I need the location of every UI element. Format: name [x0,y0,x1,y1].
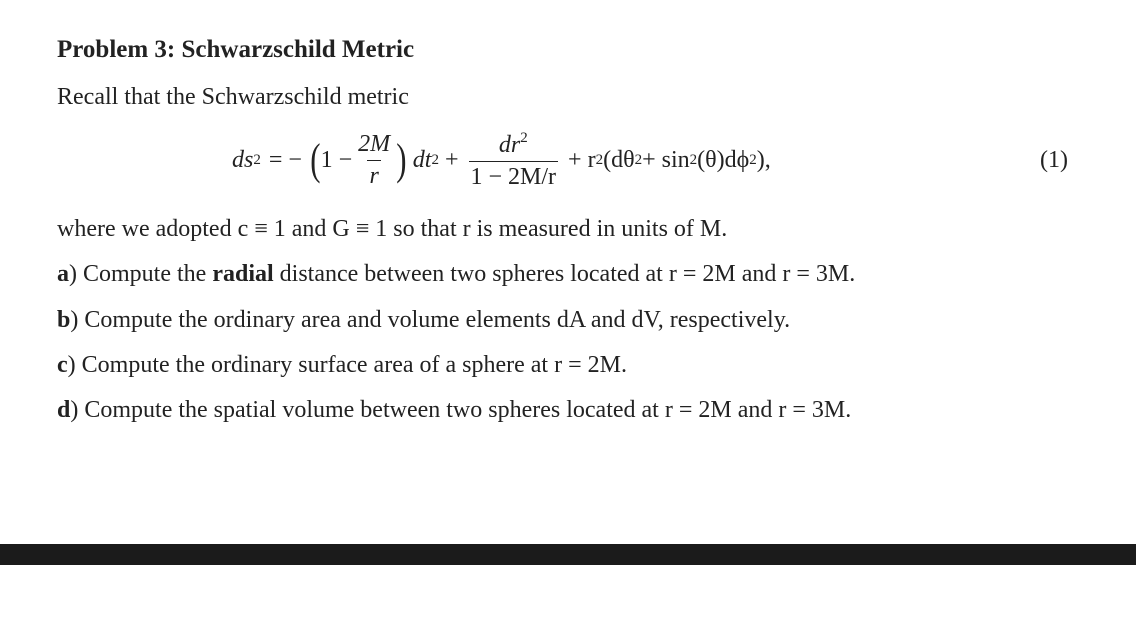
part-c-text: ) Compute the ordinary surface area of a sphere at r = 2M. [67,352,627,378]
eq-dt: dt [412,146,432,173]
frac2-num-exp: 2 [520,129,528,146]
part-a-label: a [57,261,69,287]
eq-tail-a: (dθ [603,146,635,173]
eq-plus: + [444,146,459,173]
eq-tail-c-exp: 2 [749,151,757,168]
frac-2m-over-r [356,131,392,190]
conventions-text: where we adopted c ≡ 1 and G ≡ 1 so that r is measured in units of M. [57,216,728,242]
left-paren: ( [310,135,321,184]
frac1-denominator: r [367,160,380,190]
eq-lhs-exp: 2 [253,151,261,168]
eq-one: 1 − [320,146,353,173]
part-b [57,307,790,334]
eq-dt-exp: 2 [431,151,439,168]
eq-tail-c: (θ)dϕ [697,146,750,173]
part-c-label: c [57,352,68,378]
part-b-text: ) Compute the ordinary area and volume elements dA and dV, respectively. [70,307,791,333]
eq-lhs: ds [232,146,254,173]
bottom-blank-area [0,565,1136,640]
right-paren: ) [396,135,407,184]
part-a-rest: distance between two spheres located at r = 2M and r = 3M. [273,261,856,287]
metric-equation [232,128,771,192]
eq-tail-b: + sin [642,146,690,173]
part-b-label: b [57,307,71,333]
frac1-numerator: 2M [358,130,391,157]
eq-sign: = − [268,146,302,173]
problem-title: Problem 3: Schwarzschild Metric [57,36,415,63]
part-d [57,397,851,424]
frac2-num-text: dr [498,131,521,158]
eq-tail: + r [568,146,596,173]
eq-tail-end: ), [756,146,771,173]
frac-dr-over [469,130,559,191]
part-a-bold: radial [212,261,274,287]
part-d-text: ) Compute the spatial volume between two spheres located at r = 2M and r = 3M. [70,397,852,423]
intro-text: Recall that the Schwarzschild metric [57,84,409,110]
bottom-dark-bar [0,544,1136,565]
eq-tail-a-exp: 2 [634,151,643,168]
frac2-numerator [497,130,530,161]
part-c [57,352,627,379]
equation-number: (1) [1040,147,1068,173]
eq-tail-b-exp: 2 [689,151,698,168]
frac2-denominator: 1 − 2M/r [469,161,559,191]
part-a [57,261,855,288]
eq-tail-exp: 2 [595,151,604,168]
part-a-prefix: ) Compute the [69,261,213,287]
part-d-label: d [57,397,71,423]
